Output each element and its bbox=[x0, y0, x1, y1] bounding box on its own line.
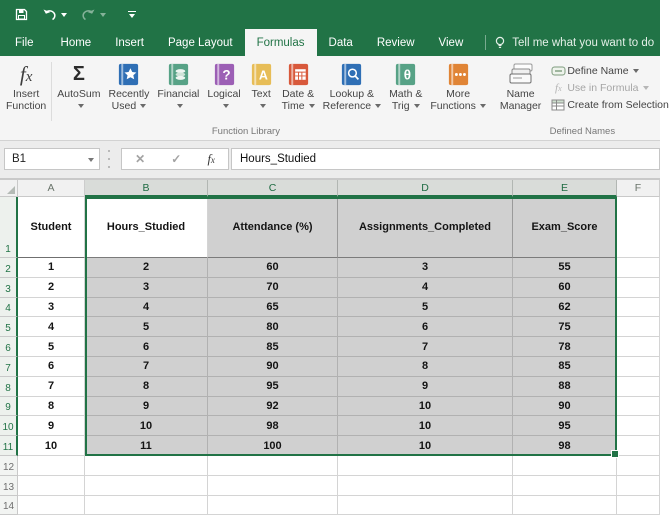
dropdown-arrow-icon bbox=[140, 104, 146, 108]
date-time-icon bbox=[286, 62, 311, 87]
cell-E10[interactable]: 95 bbox=[513, 416, 617, 436]
cell-C7[interactable]: 90 bbox=[208, 357, 338, 377]
cell-D3[interactable]: 4 bbox=[338, 278, 513, 298]
cell-E2[interactable]: 55 bbox=[513, 258, 617, 278]
redo-icon bbox=[81, 8, 96, 21]
cell-B8[interactable]: 8 bbox=[85, 377, 208, 397]
cell-C8[interactable]: 95 bbox=[208, 377, 338, 397]
text-button[interactable]: A Text bbox=[245, 58, 278, 125]
cell-A5[interactable]: 4 bbox=[18, 317, 85, 337]
dropdown-arrow-icon bbox=[375, 104, 381, 108]
row-header-10[interactable]: 10 bbox=[0, 416, 18, 436]
enter-icon[interactable]: ✓ bbox=[171, 152, 182, 166]
logical-icon bbox=[212, 62, 237, 87]
ribbon bbox=[0, 56, 669, 141]
cell-B4[interactable]: 4 bbox=[85, 298, 208, 318]
cell-A11[interactable]: 10 bbox=[18, 436, 85, 456]
group-label-defined-names: Defined Names bbox=[549, 126, 616, 137]
cell-C10[interactable]: 98 bbox=[208, 416, 338, 436]
dropdown-arrow-icon bbox=[177, 104, 183, 108]
dropdown-arrow-icon bbox=[61, 13, 67, 17]
tab-home[interactable]: Home bbox=[60, 36, 92, 49]
dropdown-arrow-icon bbox=[414, 104, 420, 108]
ribbon-group-function-library bbox=[0, 56, 492, 140]
table-row bbox=[0, 298, 660, 318]
save-button[interactable] bbox=[15, 8, 28, 21]
cell-C1[interactable]: Attendance (%) bbox=[208, 197, 338, 258]
cell-B9[interactable]: 9 bbox=[85, 397, 208, 417]
financial-button[interactable]: Financial bbox=[153, 58, 203, 125]
tab-formulas[interactable]: Formulas bbox=[245, 29, 317, 56]
cell-F6[interactable] bbox=[617, 337, 660, 357]
table-row bbox=[0, 436, 660, 456]
column-header-E[interactable]: E bbox=[513, 180, 617, 197]
ribbon-tabs bbox=[0, 29, 475, 56]
dropdown-arrow-icon bbox=[633, 69, 639, 73]
customize-qat-button[interactable] bbox=[120, 11, 136, 18]
select-all-triangle-icon bbox=[7, 186, 15, 194]
financial-icon bbox=[166, 62, 191, 87]
cell-F2[interactable] bbox=[617, 258, 660, 278]
row-header-13[interactable]: 13 bbox=[0, 476, 18, 496]
column-header-A[interactable]: A bbox=[18, 180, 85, 197]
table-row bbox=[0, 357, 660, 377]
cell-B11[interactable]: 11 bbox=[85, 436, 208, 456]
math-trig-icon bbox=[393, 62, 418, 87]
name-box-value: B1 bbox=[12, 153, 27, 165]
cell-D8[interactable]: 9 bbox=[338, 377, 513, 397]
dropdown-arrow-icon bbox=[223, 104, 229, 108]
recently-used-button[interactable]: Recently Used bbox=[104, 58, 153, 125]
spreadsheet-grid bbox=[0, 180, 660, 513]
redo-button[interactable] bbox=[81, 8, 106, 21]
column-header-D[interactable]: D bbox=[338, 180, 513, 197]
cell-C2[interactable]: 60 bbox=[208, 258, 338, 278]
cell-A3[interactable]: 2 bbox=[18, 278, 85, 298]
cell-E6[interactable]: 78 bbox=[513, 337, 617, 357]
cell-F5[interactable] bbox=[617, 317, 660, 337]
table-row bbox=[0, 278, 660, 298]
cell-B12[interactable] bbox=[85, 456, 208, 476]
undo-icon bbox=[42, 8, 57, 21]
date-time-button[interactable]: Date & Time bbox=[278, 58, 319, 125]
row-header-7[interactable]: 7 bbox=[0, 357, 18, 377]
row-header-6[interactable]: 6 bbox=[0, 337, 18, 357]
formula-value: Hours_Studied bbox=[240, 153, 317, 165]
table-row bbox=[0, 397, 660, 417]
row-header-3[interactable]: 3 bbox=[0, 278, 18, 298]
cell-B2[interactable]: 2 bbox=[85, 258, 208, 278]
math-trig-button[interactable]: θ Math & Trig bbox=[385, 58, 426, 125]
more-functions-icon bbox=[446, 62, 471, 87]
svg-text:A: A bbox=[258, 67, 268, 82]
cell-F14[interactable] bbox=[617, 496, 660, 515]
cell-A13[interactable] bbox=[18, 476, 85, 496]
cell-E11[interactable]: 98 bbox=[513, 436, 617, 456]
cell-E4[interactable]: 62 bbox=[513, 298, 617, 318]
cell-E7[interactable]: 85 bbox=[513, 357, 617, 377]
cell-C6[interactable]: 85 bbox=[208, 337, 338, 357]
cell-A14[interactable] bbox=[18, 496, 85, 515]
create-from-selection-icon bbox=[549, 99, 567, 111]
logical-button[interactable]: ? Logical bbox=[203, 58, 244, 125]
cell-D13[interactable] bbox=[338, 476, 513, 496]
row-header-14[interactable]: 14 bbox=[0, 496, 18, 515]
table-row bbox=[0, 337, 660, 357]
cell-D9[interactable]: 10 bbox=[338, 397, 513, 417]
cell-F11[interactable] bbox=[617, 436, 660, 456]
dropdown-arrow-icon bbox=[643, 86, 649, 90]
cell-B14[interactable] bbox=[85, 496, 208, 515]
cell-C11[interactable]: 100 bbox=[208, 436, 338, 456]
title-bar bbox=[0, 0, 660, 29]
formula-input[interactable] bbox=[231, 148, 660, 170]
dropdown-arrow-icon bbox=[100, 13, 106, 17]
cell-F7[interactable] bbox=[617, 357, 660, 377]
table-row bbox=[0, 197, 660, 258]
dropdown-arrow-icon bbox=[309, 104, 315, 108]
column-headers bbox=[0, 180, 660, 197]
save-icon bbox=[15, 8, 28, 21]
column-header-B[interactable]: B bbox=[85, 180, 208, 197]
cell-E5[interactable]: 75 bbox=[513, 317, 617, 337]
cell-C9[interactable]: 92 bbox=[208, 397, 338, 417]
cell-A8[interactable]: 7 bbox=[18, 377, 85, 397]
cell-F3[interactable] bbox=[617, 278, 660, 298]
table-row bbox=[0, 476, 660, 496]
cell-B3[interactable]: 3 bbox=[85, 278, 208, 298]
cell-F8[interactable] bbox=[617, 377, 660, 397]
svg-text:θ: θ bbox=[403, 66, 412, 82]
quick-access-toolbar bbox=[0, 8, 150, 21]
row-header-11[interactable]: 11 bbox=[0, 436, 18, 456]
cell-F9[interactable] bbox=[617, 397, 660, 417]
cell-D1[interactable]: Assignments_Completed bbox=[338, 197, 513, 258]
autosum-icon: Σ bbox=[72, 63, 85, 85]
ribbon-group-defined-names bbox=[494, 56, 671, 140]
cell-D10[interactable]: 10 bbox=[338, 416, 513, 436]
formula-bar-buttons bbox=[121, 148, 229, 170]
cell-D6[interactable]: 7 bbox=[338, 337, 513, 357]
cell-F13[interactable] bbox=[617, 476, 660, 496]
name-box-dropdown-icon[interactable] bbox=[88, 158, 94, 162]
define-name-icon bbox=[549, 65, 567, 77]
cell-B10[interactable]: 10 bbox=[85, 416, 208, 436]
cell-B6[interactable]: 6 bbox=[85, 337, 208, 357]
name-box[interactable] bbox=[4, 148, 100, 170]
cell-D14[interactable] bbox=[338, 496, 513, 515]
cell-C5[interactable]: 80 bbox=[208, 317, 338, 337]
tell-me-box[interactable] bbox=[492, 29, 654, 56]
cell-F12[interactable] bbox=[617, 456, 660, 476]
tab-file[interactable]: File bbox=[0, 29, 49, 56]
select-all-button[interactable] bbox=[0, 180, 18, 197]
cell-E8[interactable]: 88 bbox=[513, 377, 617, 397]
row-header-9[interactable]: 9 bbox=[0, 397, 18, 417]
tab-review[interactable]: Review bbox=[376, 36, 415, 49]
group-label-function-library: Function Library bbox=[211, 126, 280, 137]
cell-A6[interactable]: 5 bbox=[18, 337, 85, 357]
cell-D12[interactable] bbox=[338, 456, 513, 476]
cell-A7[interactable]: 6 bbox=[18, 357, 85, 377]
cell-C4[interactable]: 65 bbox=[208, 298, 338, 318]
cell-D7[interactable]: 8 bbox=[338, 357, 513, 377]
use-in-formula-icon: fx bbox=[555, 81, 562, 94]
tell-me-bulb-icon bbox=[494, 36, 506, 50]
formula-bar bbox=[0, 141, 660, 180]
row-header-8[interactable]: 8 bbox=[0, 377, 18, 397]
table-row bbox=[0, 416, 660, 436]
cell-D2[interactable]: 3 bbox=[338, 258, 513, 278]
svg-text:?: ? bbox=[221, 66, 231, 82]
recently-used-icon bbox=[116, 62, 141, 87]
cell-A2[interactable]: 1 bbox=[18, 258, 85, 278]
table-row bbox=[0, 317, 660, 337]
cell-B7[interactable]: 7 bbox=[85, 357, 208, 377]
cell-A10[interactable]: 9 bbox=[18, 416, 85, 436]
ribbon-tab-bar bbox=[0, 29, 660, 56]
tab-page-layout[interactable]: Page Layout bbox=[167, 36, 233, 49]
column-header-F[interactable]: F bbox=[617, 180, 660, 197]
cell-A4[interactable]: 3 bbox=[18, 298, 85, 318]
cell-B1[interactable]: Hours_Studied bbox=[85, 197, 208, 258]
table-row bbox=[0, 258, 660, 278]
cell-F4[interactable] bbox=[617, 298, 660, 318]
row-header-2[interactable]: 2 bbox=[0, 258, 18, 278]
lookup-reference-icon bbox=[339, 62, 364, 87]
cell-E14[interactable] bbox=[513, 496, 617, 515]
cell-D11[interactable]: 10 bbox=[338, 436, 513, 456]
name-manager-button[interactable]: Name Manager bbox=[496, 58, 545, 125]
row-header-5[interactable]: 5 bbox=[0, 317, 18, 337]
cell-B13[interactable] bbox=[85, 476, 208, 496]
define-name-button[interactable]: Define Name bbox=[549, 62, 669, 79]
table-row bbox=[0, 456, 660, 476]
cell-A12[interactable] bbox=[18, 456, 85, 476]
tab-data[interactable]: Data bbox=[328, 36, 353, 49]
row-header-4[interactable]: 4 bbox=[0, 298, 18, 318]
table-row bbox=[0, 496, 660, 515]
cell-A9[interactable]: 8 bbox=[18, 397, 85, 417]
insert-function-button[interactable]: fx Insert Function bbox=[6, 61, 47, 112]
tab-separator bbox=[485, 35, 486, 50]
cell-D5[interactable]: 6 bbox=[338, 317, 513, 337]
table-row bbox=[0, 377, 660, 397]
text-icon bbox=[249, 62, 274, 87]
create-from-selection-button[interactable]: Create from Selection bbox=[549, 96, 669, 113]
cell-E13[interactable] bbox=[513, 476, 617, 496]
cell-C3[interactable]: 70 bbox=[208, 278, 338, 298]
use-in-formula-button[interactable]: fx Use in Formula bbox=[549, 79, 669, 96]
cell-F10[interactable] bbox=[617, 416, 660, 436]
insert-function-fx-icon[interactable]: fx bbox=[207, 151, 215, 166]
cell-E1[interactable]: Exam_Score bbox=[513, 197, 617, 258]
tab-view[interactable]: View bbox=[438, 36, 464, 49]
insert-function-icon: fx bbox=[19, 61, 33, 86]
lookup-reference-button[interactable]: Lookup & Reference bbox=[319, 58, 385, 125]
dropdown-arrow-icon bbox=[480, 104, 486, 108]
sheet-rows bbox=[0, 197, 660, 515]
column-header-C[interactable]: C bbox=[208, 180, 338, 197]
dropdown-arrow-icon bbox=[260, 104, 266, 108]
customize-qat-icon bbox=[120, 11, 136, 18]
cell-E12[interactable] bbox=[513, 456, 617, 476]
cell-E3[interactable]: 60 bbox=[513, 278, 617, 298]
cell-B5[interactable]: 5 bbox=[85, 317, 208, 337]
cell-C13[interactable] bbox=[208, 476, 338, 496]
cell-F1[interactable] bbox=[617, 197, 660, 258]
formula-bar-separator bbox=[108, 150, 110, 168]
row-header-1[interactable]: 1 bbox=[0, 197, 18, 258]
cell-C12[interactable] bbox=[208, 456, 338, 476]
row-header-12[interactable]: 12 bbox=[0, 456, 18, 476]
tab-insert[interactable]: Insert bbox=[115, 36, 144, 49]
cancel-icon[interactable]: ✕ bbox=[135, 152, 146, 166]
cell-E9[interactable]: 90 bbox=[513, 397, 617, 417]
name-manager-icon bbox=[506, 61, 536, 87]
autosum-button[interactable]: Σ AutoSum bbox=[53, 58, 104, 125]
undo-button[interactable] bbox=[42, 8, 67, 21]
tell-me-label: Tell me what you want to do bbox=[512, 36, 655, 49]
dropdown-arrow-icon bbox=[78, 104, 84, 108]
cell-D4[interactable]: 5 bbox=[338, 298, 513, 318]
more-functions-button[interactable]: More Functions bbox=[426, 58, 490, 125]
cell-C14[interactable] bbox=[208, 496, 338, 515]
cell-A1[interactable]: Student bbox=[18, 197, 85, 258]
